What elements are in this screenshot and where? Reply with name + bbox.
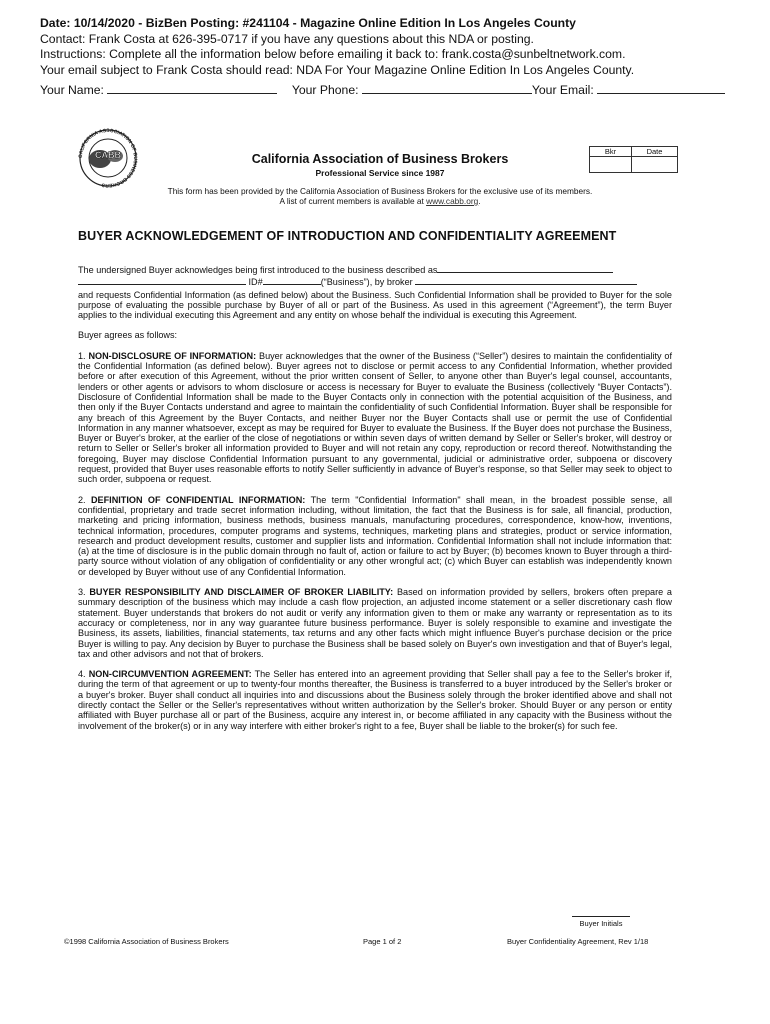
agrees-line: Buyer agrees as follows: [78, 330, 178, 341]
agreement-body [78, 263, 672, 731]
instructions-line: Instructions: Complete all the information below before emailing it back to: frank.costa@sunbeltnetwork.com. [40, 47, 626, 61]
cabb-website-link[interactable]: www.cabb.org [426, 196, 479, 206]
footer-form-id: Buyer Confidentiality Agreement, Rev 1/18 [507, 937, 649, 946]
org-name: California Association of Business Brokers [251, 152, 509, 166]
posting-date-line: Date: 10/14/2020 - BizBen Posting: #241104 - Magazine Online Edition In Los Angeles County [40, 16, 576, 30]
section-3: 3. BUYER RESPONSIBILITY AND DISCLAIMER OF BROKER LIABILITY: Based on information provided by sellers, brokers often prepare a summary description of the business which may include a cash flow projection, an adjusted income statement or a seller discretionary cash flow statement. Buyer understands that brokers do not audit or verify any information given to them or make any warranty or representation as to its accuracy or completeness, nor in any way guarantee future business performance. Buyer is solely responsible to examine and investigate the Business, its assets, liabilities, financial statements, tax returns and any other facts which might influence Buyer's purchase decision or the price Buyer is willing to pay. Any decision by Buyer to purchase the Business shall be based solely on Buyer's own investigation and that of Buyer's legal, tax and other advisors and not that of brokers. [78, 587, 672, 659]
section-1: 1. NON-DISCLOSURE OF INFORMATION: Buyer acknowledges that the owner of the Business (“Seller”) desires to maintain the confidentiality of the Confidential Information (as defined below). Buyer agrees not to disclose or permit access to any Confidential Information, whether provided before or after execution of this Agreement, without the prior written consent of Seller, to anyone other than Buyer's legal counsel, accountants, lenders or other agents or advisors to whom disclosure or access is necessary for Buyer to evaluate the Business (collectively “Buyer Contacts”). Disclosure of Confidential Information shall be made to the Buyer Contacts only in connection with the potential acquisition of the Business, and then only if the Buyer Contacts understand and agree to maintain the confidentiality of such Confidential Information. Buyer shall be responsible for any breach of this Agreement by the Buyer Contacts, and neither Buyer nor the Buyer Contacts shall use or permit the use of Confidential Information in any manner whatsoever, except as may be required for Buyer to evaluate the Business. If the Buyer does not purchase the Business, Buyer or Buyer's broker, at the earlier of the close of negotiations or within seven days of written demand by Seller or Seller's broker, will destroy or return to Seller or Seller's broker all information provided to Buyer and will not retain any copy, reproduction or record thereof. Notwithstanding the foregoing, Buyer may disclose Confidential Information pursuant to any governmental, judicial or administrative order, subpoena or discovery request, provided that Buyer uses reasonable efforts to notify Seller sufficiently in advance of Buyer's response, so that Seller may seek to object to such order, subpoena or request. [78, 350, 673, 485]
date-label: Date [632, 147, 678, 157]
contact-fields [40, 82, 740, 97]
email-subject-line: Your email subject to Frank Costa should read: NDA For Your Magazine Online Edition In Los Angeles County. [40, 62, 635, 77]
org-tagline: Professional Service since 1987 [315, 168, 445, 178]
section-3-text: Based on information provided by sellers, brokers often prepare a summary description of the business which may include a cash flow projection, an adjusted income statement or a seller discretionary cash flow statement. Buyer understands that brokers do not audit or verify any information given to them or make any warranty or representation as to its accuracy or completeness, nor in any way guarantee future business performance. Buyer is solely responsible to examine and investigate the Business, its assets, liabilities, financial statements, tax returns and any other facts which might influence Buyer's purchase decision or the price Buyer is willing to pay. Any decision by Buyer to purchase the Business shall be based solely on Buyer's own investigation and that of Buyer's legal, tax and other advisors and not that of brokers. [78, 587, 672, 659]
contact-line: Contact: Frank Costa at 626-395-0717 if you have any questions about this NDA or posting. [40, 31, 534, 46]
email-label: Your Email: [531, 83, 594, 97]
bkr-label: Bkr [590, 147, 632, 157]
section-1-heading: NON-DISCLOSURE OF INFORMATION: [88, 350, 257, 361]
bkr-field[interactable] [590, 157, 632, 173]
name-label: Your Name: [40, 83, 104, 97]
id-field[interactable] [263, 275, 321, 285]
broker-field[interactable] [415, 275, 637, 285]
section-4-heading: NON-CIRCUMVENTION AGREEMENT: [88, 669, 252, 680]
phone-label: Your Phone: [291, 83, 359, 97]
section-4-text: The Seller has entered into an agreement providing that Seller shall pay a fee to the Seller's broker if, during the term of that agreement or up to twenty-four months thereafter, the Business is transferred to a buyer introduced by the Seller's broker or a buyer's broker. Buyer shall conduct all inquiries into and discussions about the Business solely through the broker identified above and shall not directly contact the Seller or the Seller's representatives without written authorization by the Seller's broker. Should Buyer or any person or entity affiliated with Buyer purchase all or part of the Business, acquire any interest in, or become affiliated in any capacity with the Business without the involvement of the broker(s) or in any way interfere with either broker's right to a fee, Buyer shall be liable to the broker(s) for such fee. [78, 669, 672, 731]
name-field[interactable] [107, 82, 277, 94]
notice-line-2: A list of current members is available at www.cabb.org. [279, 196, 481, 206]
section-2-heading: DEFINITION OF CONFIDENTIAL INFORMATION: [90, 494, 306, 505]
agreement-title: BUYER ACKNOWLEDGEMENT OF INTRODUCTION AND CONFIDENTIALITY AGREEMENT [78, 229, 617, 243]
footer-copyright: ©1998 California Association of Business Brokers [64, 937, 229, 946]
buyer-initials-field[interactable]: Buyer Initials [572, 916, 630, 928]
org-heading [230, 152, 530, 178]
footer-page-number: Page 1 of 2 [363, 937, 402, 946]
section-3-heading: BUYER RESPONSIBILITY AND DISCLAIMER OF BROKER LIABILITY: [89, 587, 394, 598]
notice-line-1: This form has been provided by the California Association of Business Brokers for the exclusive use of its members. [167, 186, 593, 196]
posting-header [40, 16, 740, 78]
cabb-seal-logo [66, 128, 150, 188]
intro-paragraph: The undersigned Buyer acknowledges being first introduced to the business described as ID# (“Business”), by broker [78, 263, 672, 288]
business-name-field[interactable] [78, 275, 246, 285]
broker-date-box [589, 146, 678, 173]
email-field[interactable] [597, 82, 725, 94]
business-description-field[interactable] [437, 263, 613, 273]
date-field[interactable] [632, 157, 678, 173]
section-4: 4. NON-CIRCUMVENTION AGREEMENT: The Seller has entered into an agreement providing that Seller shall pay a fee to the Seller's broker if, during the term of that agreement or up to twenty-four months thereafter, the Business is transferred to a buyer introduced by the Seller's broker or a buyer's broker. Buyer shall conduct all inquiries into and discussions about the Business solely through the broker identified above and shall not directly contact the Seller or the Seller's representatives without written authorization by the Seller's broker. Should Buyer or any person or entity affiliated with Buyer purchase all or part of the Business, acquire any interest in, or become affiliated in any capacity with the Business without the involvement of the broker(s) or in any way interfere with either broker's right to a fee, Buyer shall be liable to the broker(s) for such fee. [78, 669, 672, 731]
member-notice [100, 186, 660, 206]
intro-purpose: and requests Confidential Information (as defined below) about the Business. Such Confidential Information shall be provided to Buyer for the sole purpose of evaluating the possible purchase by Buyer of all or part of the Business. As used in this agreement (“Agreement”), the term Buyer applies to the individual executing this Agreement and any entity on whose behalf the individual is executing this Agreement. [78, 289, 672, 321]
section-1-text: Buyer acknowledges that the owner of the Business (“Seller”) desires to maintain the confidentiality of the Confidential Information (as defined below). Buyer agrees not to disclose or permit access to any Confidential Information, whether provided before or after execution of this Agreement, without the prior written consent of Seller, to anyone other than Buyer's legal counsel, accountants, lenders or other agents or advisors to whom disclosure or access is necessary for Buyer to evaluate the Business (collectively “Buyer Contacts”). Disclosure of Confidential Information shall be made to the Buyer Contacts only in connection with the potential acquisition of the Business, and then only if the Buyer Contacts understand and agree to maintain the confidentiality of such Confidential Information. Buyer shall be responsible for any breach of this Agreement by the Buyer Contacts, and neither Buyer nor the Buyer Contacts shall use or permit the use of Confidential Information in any manner whatsoever, except as may be required for Buyer to evaluate the Business. If the Buyer does not purchase the Business, Buyer or Buyer's broker, at the earlier of the close of negotiations or within seven days of written demand by Seller or Seller's broker, will destroy or return to Seller or Seller's broker all information provided to Buyer and will not retain any copy, reproduction or record thereof. Notwithstanding the foregoing, Buyer may disclose Confidential Information pursuant to any governmental, judicial or administrative order, subpoena or discovery request, provided that Buyer uses reasonable efforts to notify Seller sufficiently in advance of Buyer's response, so that Seller may seek to object to such order, subpoena or request. [78, 350, 673, 485]
logo-ring-text: CALIFORNIA ASSOCIATION OF BUSINESS BROKERS [77, 128, 139, 188]
phone-field[interactable] [362, 82, 532, 94]
section-2-text: The term "Confidential Information" shall mean, in the broadest possible sense, all confidential, proprietary and trade secret information including, without limitation, the fact that the Business is for sale, all financial, production, marketing and pricing information, business methods, business manuals, manufacturing procedures, correspondence, know-how, inventions, technical information, procedures, computer programs and systems, techniques, marketing plans and strategies, product or service information, research and product development results, customer and supplier lists and information. Confidential Information shall not include information that: (a) at the time of disclosure is in the public domain through no fault of, action or failure to act by Buyer; (b) becomes known to Buyer through a third-party source without violation of any obligation of confidentiality or any other wrongful act; (c) which Buyer can establish was independently known or developed by Buyer without use of any Confidential Information. [78, 494, 672, 577]
section-2: 2. DEFINITION OF CONFIDENTIAL INFORMATION: The term "Confidential Information" shall mean, in the broadest possible sense, all confidential, proprietary and trade secret information including, without limitation, the fact that the Business is for sale, all financial, production, marketing and pricing information, business methods, business manuals, manufacturing procedures, correspondence, know-how, inventions, technical information, procedures, computer programs and systems, techniques, marketing plans and strategies, product or service information, research and product development results, customer and supplier lists and information. Confidential Information shall not include information that: (a) at the time of disclosure is in the public domain through no fault of, action or failure to act by Buyer; (b) becomes known to Buyer through a third-party source without violation of any obligation of confidentiality or any other wrongful act; (c) which Buyer can establish was independently known or developed by Buyer without use of any Confidential Information. [78, 494, 672, 577]
logo-text: CABB [95, 150, 121, 160]
